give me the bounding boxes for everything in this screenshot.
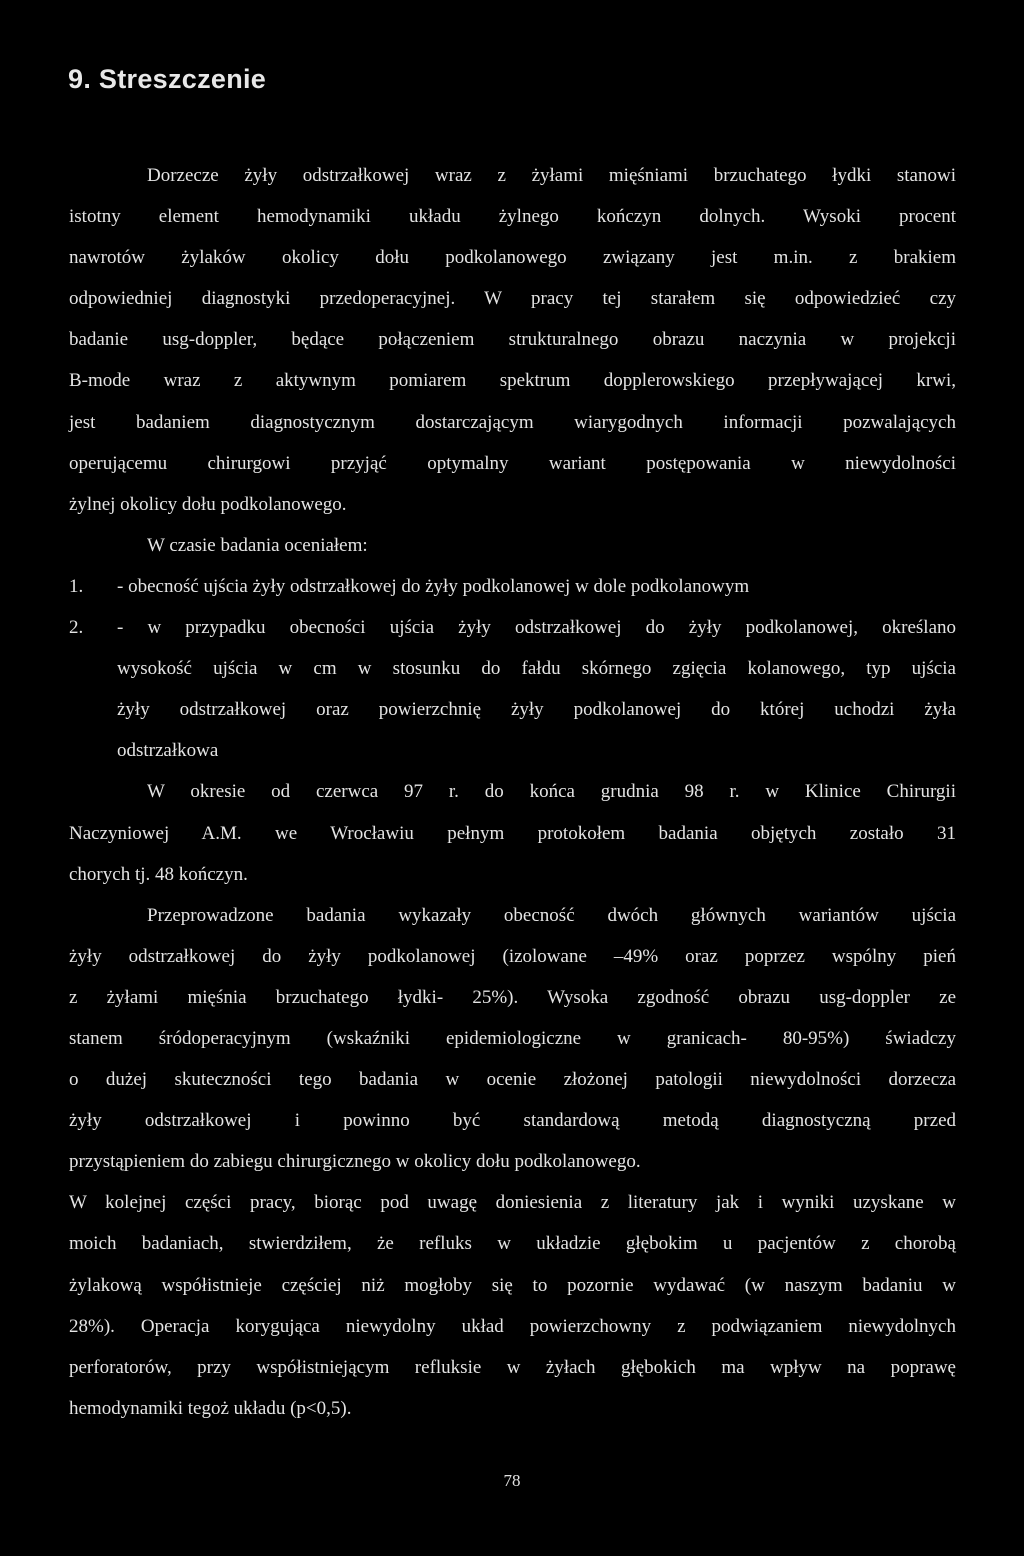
- list-number: 2.: [69, 617, 84, 639]
- text-line: Naczyniowej A.M. we Wrocławiu pełnym protokołem badania objętych zostało 31: [69, 822, 956, 844]
- text-line: żyły odstrzałkowej oraz powierzchnię żyły podkolanowej do której uchodzi żyła: [117, 699, 956, 721]
- text-line: żyły odstrzałkowej do żyły podkolanowej (izolowane –49% oraz poprzez wspólny pień: [69, 945, 956, 967]
- text-line: wysokość ujścia w cm w stosunku do fałdu skórnego zgięcia kolanowego, typ ujścia: [117, 658, 956, 680]
- text-line: istotny element hemodynamiki układu żylnego kończyn dolnych. Wysoki procent: [69, 206, 956, 228]
- text-line: odpowiedniej diagnostyki przedoperacyjnej. W pracy tej starałem się odpowiedzieć czy: [69, 288, 956, 310]
- text-line: Dorzecze żyły odstrzałkowej wraz z żyłami mięśniami brzuchatego łydki stanowi: [147, 165, 956, 186]
- page-number: 78: [503, 1471, 521, 1490]
- text-line: W kolejnej części pracy, biorąc pod uwagę doniesienia z literatury jak i wyniki uzyskane w: [69, 1192, 956, 1214]
- text-line: 28%). Operacja korygująca niewydolny układ powierzchowny z podwiązaniem niewydolnych: [69, 1315, 956, 1337]
- text-line: nawrotów żylaków okolicy dołu podkolanowego związany jest m.in. z brakiem: [69, 247, 956, 269]
- text-line: operującemu chirurgowi przyjąć optymalny wariant postępowania w niewydolności: [69, 452, 956, 474]
- text-line: hemodynamiki tegoż układu (p<0,5).: [69, 1397, 352, 1419]
- text-line: badanie usg-doppler, będące połączeniem strukturalnego obrazu naczynia w projekcji: [69, 329, 956, 351]
- text-line: z żyłami mięśnia brzuchatego łydki- 25%). Wysoka zgodność obrazu usg-doppler ze: [69, 986, 956, 1008]
- section-heading: 9. Streszczenie: [68, 64, 267, 94]
- list-item-text: - obecność ujścia żyły odstrzałkowej do żyły podkolanowej w dole podkolanowym: [117, 575, 750, 597]
- text-line: żyły odstrzałkowej i powinno być standardową metodą diagnostyczną przed: [69, 1110, 956, 1132]
- text-line: odstrzałkowa: [117, 740, 219, 762]
- text-line: W okresie od czerwca 97 r. do końca grudnia 98 r. w Klinice Chirurgii: [147, 781, 956, 803]
- text-line: W czasie badania oceniałem:: [147, 534, 368, 556]
- text-line: stanem śródoperacyjnym (wskaźniki epidemiologiczne w granicach- 80-95%) świadczy: [69, 1027, 956, 1049]
- text-line: Przeprowadzone badania wykazały obecność dwóch głównych wariantów ujścia: [147, 904, 956, 926]
- text-line: perforatorów, przy współistniejącym refluksie w żyłach głębokich ma wpływ na poprawę: [69, 1356, 956, 1378]
- text-line: B-mode wraz z aktywnym pomiarem spektrum dopplerowskiego przepływającej krwi,: [69, 370, 956, 392]
- text-line: chorych tj. 48 kończyn.: [69, 863, 248, 885]
- list-number: 1.: [69, 575, 84, 597]
- list-item-text: - w przypadku obecności ujścia żyły odstrzałkowej do żyły podkolanowej, określano: [117, 617, 956, 639]
- text-line: żylakową współistnieje częściej niż mogłoby się to pozornie wydawać (w naszym badaniu w: [69, 1274, 956, 1296]
- summary-body: [69, 155, 956, 1429]
- text-line: jest badaniem diagnostycznym dostarczającym wiarygodnych informacji pozwalających: [69, 411, 956, 433]
- text-line: o dużej skuteczności tego badania w ocenie złożonej patologii niewydolności dorzecza: [69, 1069, 956, 1091]
- text-line: moich badaniach, stwierdziłem, że refluks w układzie głębokim u pacjentów z chorobą: [69, 1233, 956, 1255]
- text-line: żylnej okolicy dołu podkolanowego.: [69, 493, 347, 515]
- text-line: przystąpieniem do zabiegu chirurgicznego w okolicy dołu podkolanowego.: [69, 1151, 641, 1173]
- list-item: [69, 607, 956, 648]
- list-item: [69, 566, 956, 607]
